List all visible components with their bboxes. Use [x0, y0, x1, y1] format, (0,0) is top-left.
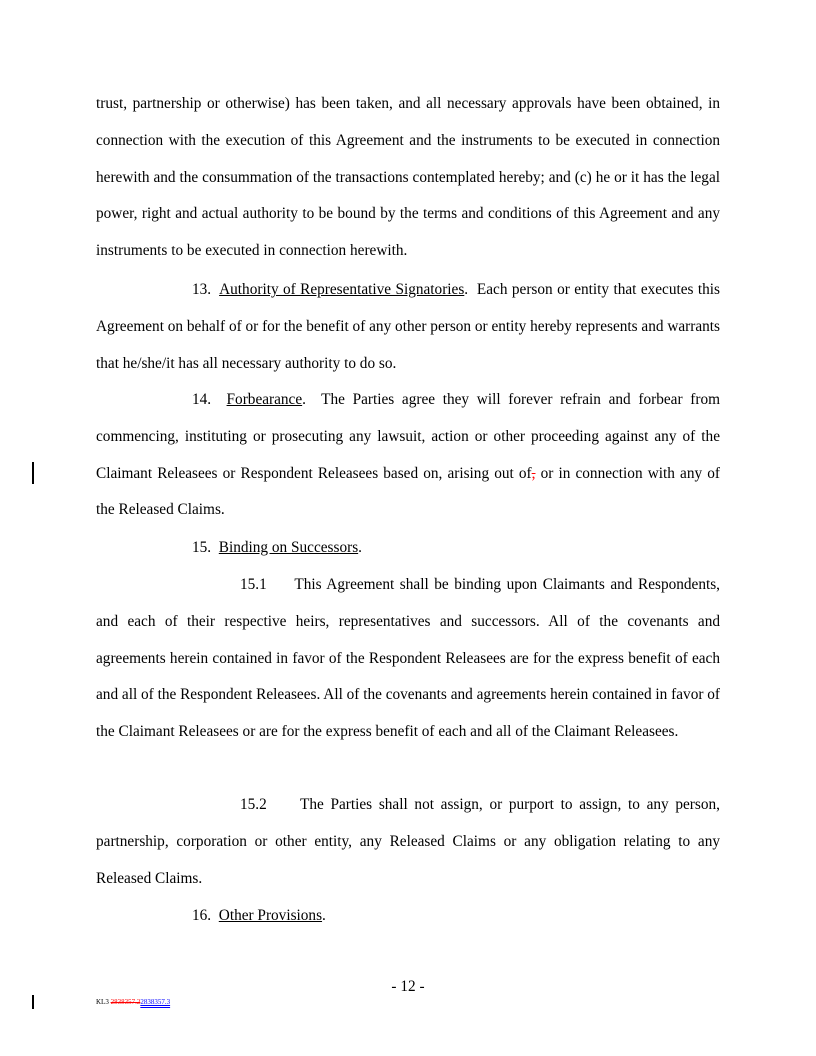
revision-change-bar — [32, 462, 34, 484]
section-body-continued: or in connection with any of the Released Claims. — [96, 464, 720, 519]
paragraph-12-continuation — [96, 86, 720, 270]
section-number: 15.2 — [240, 796, 267, 813]
document-id — [96, 998, 170, 1006]
section-number: 15.1 — [240, 576, 267, 593]
paragraph-text: trust, partnership or otherwise) has been taken, and all necessary approvals have been obtained, in connection with the execution of this Agreement and the instruments to be executed in connection herewith and the consummation of the transactions contemplated hereby; and (c) he or it has the legal power, right and actual authority to be bound by the terms and conditions of this Agreement and any instruments to be executed in connection herewith. — [96, 95, 720, 260]
section-body: This Agreement shall be binding upon Claimants and Respondents, and each of their respective heirs, representatives and successors. All of the covenants and agreements herein contained in favor of the Respondent Releasees are for the express benefit of each and all of the Respondent Releasees. All of the covenants and agreements herein contained in favor of the Claimant Releasees or are for the express benefit of each and all of the Claimant Releasees. — [96, 576, 720, 741]
section-13: 13. Authority of Representative Signatories. Each person or entity that executes this Agreement on behalf of or for the benefit of any other person or entity hereby represents and warrants that he/she/it has all necessary authority to do so. — [96, 281, 720, 372]
section-14: 14. Forbearance. The Parties agree they will forever refrain and forbear from commencing, instituting or prosecuting any lawsuit, action or other proceeding against any of the Claimant Releasees or Respondent Releasees based on, arising out of, or in connection with any of the Released Claims. — [96, 391, 721, 519]
section-number: 15. — [192, 539, 212, 556]
section-body: Each person or entity that executes this Agreement on behalf of or for the benefit of any other person or entity hereby represents and warrants that he/she/it has all necessary authority to do so. — [96, 281, 720, 372]
document-id-inserted: 2838357.3 — [140, 998, 171, 1006]
document-id-prefix: KL3 — [96, 998, 111, 1006]
section-body: The Parties shall not assign, or purport to assign, to any person, partnership, corporation or other entity, any Released Claims or any obligation relating to any Released Claims. — [96, 796, 720, 887]
document-id-deleted: 2838357.2 — [110, 998, 141, 1006]
section-number: 13. — [192, 281, 212, 298]
section-heading: Forbearance — [226, 391, 303, 408]
section-number: 16. — [192, 907, 212, 924]
section-15: 15. Binding on Successors. — [192, 539, 362, 556]
section-16: 16. Other Provisions. — [192, 907, 326, 924]
page-number: - 12 - — [391, 978, 425, 995]
section-heading: Authority of Representative Signatories — [219, 281, 465, 298]
revision-change-bar-footer — [32, 995, 34, 1009]
section-15-1 — [96, 567, 720, 751]
deleted-text: , — [531, 464, 536, 482]
section-15-2 — [96, 787, 720, 897]
section-heading: Binding on Successors — [218, 539, 359, 556]
section-heading: Other Provisions — [218, 907, 323, 924]
section-number: 14. — [192, 391, 212, 408]
section-body: The Parties agree they will forever refrain and forbear from commencing, instituting or prosecuting any lawsuit, action or other proceeding against any of the Claimant Releasees or Respondent Releasees based on, arising out of — [96, 391, 721, 482]
